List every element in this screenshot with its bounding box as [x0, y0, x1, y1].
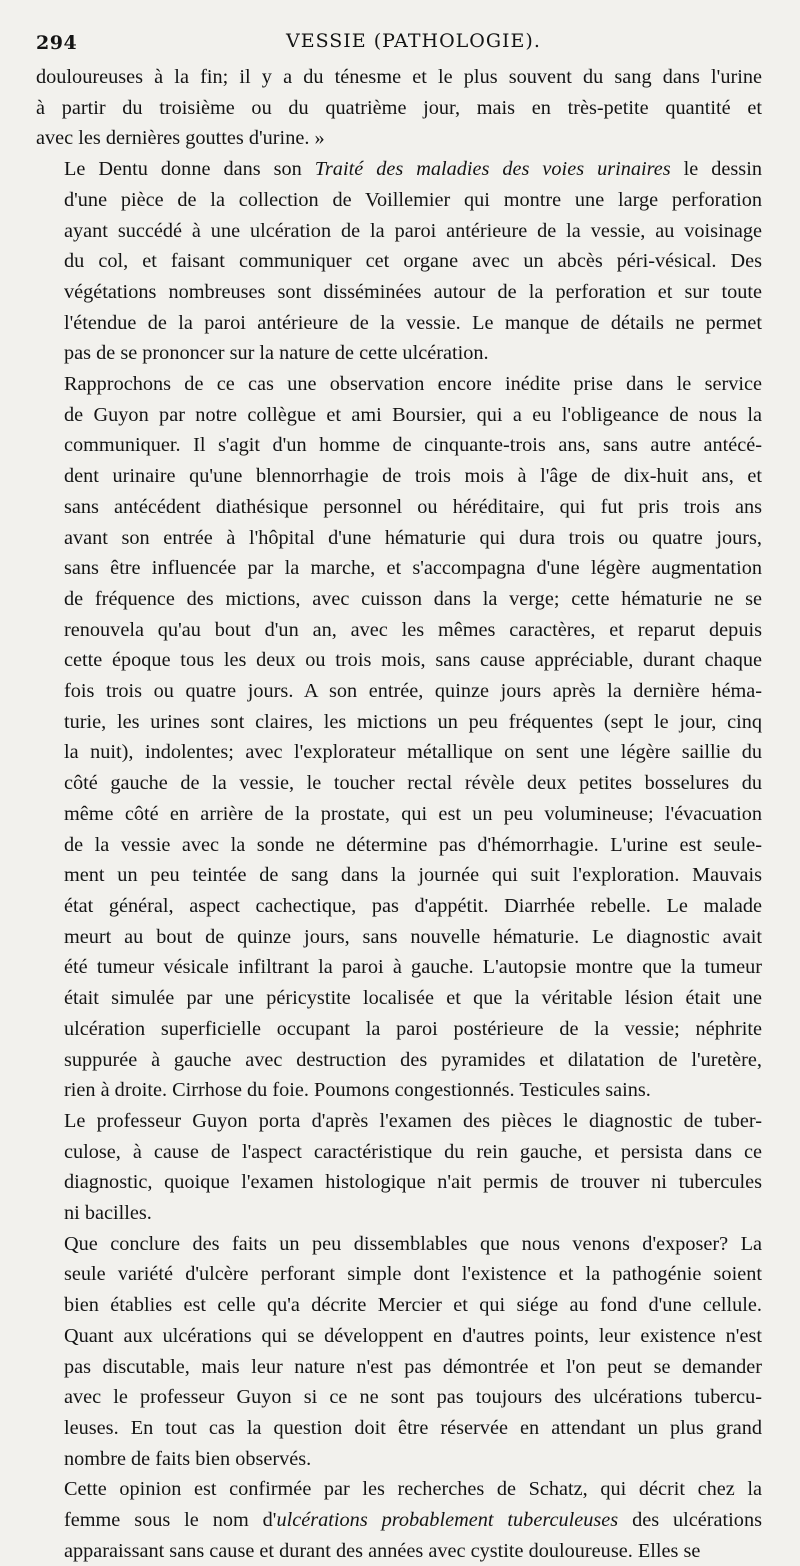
text-line: même côté en arrière de la prostate, qui est un peu volumineuse; l'évacuation [64, 802, 762, 825]
page-number: 294 [36, 32, 78, 54]
text-line: femme sous le nom d'ulcérations probablement tuberculeuses des ulcérations [64, 1509, 762, 1532]
text-line: avec le professeur Guyon si ce ne sont pas toujours des ulcérations tubercu- [64, 1386, 762, 1409]
text-line: avant son entrée à l'hôpital d'une hématurie qui dura trois ou quatre jours, [64, 526, 762, 549]
text-line: avec les dernières gouttes d'urine. » [36, 127, 325, 150]
text-line: de Guyon par notre collègue et ami Boursier, qui a eu l'obligeance de nous la [64, 403, 762, 426]
text-line: Quant aux ulcérations qui se développent en d'autres points, leur existence n'est [64, 1324, 762, 1347]
text-line: meurt au bout de quinze jours, sans nouvelle hématurie. Le diagnostic avait [64, 925, 762, 948]
paragraph [36, 1229, 762, 1475]
text-line: culose, à cause de l'aspect caractéristique du rein gauche, et persista dans ce [64, 1140, 762, 1163]
text-line: dent urinaire qu'une blennorrhagie de trois mois à l'âge de dix-huit ans, et [64, 465, 762, 488]
text-line: pas de se prononcer sur la nature de cette ulcération. [64, 342, 489, 365]
paragraph [36, 62, 762, 154]
paragraph [36, 1474, 762, 1566]
text-line: renouvela qu'au bout d'un an, avec les mêmes caractères, et reparut depuis [64, 618, 762, 641]
text-line: été tumeur vésicale infiltrant la paroi à gauche. L'autopsie montre que la tumeur [64, 956, 762, 979]
text-line: suppurée à gauche avec destruction des pyramides et dilatation de l'uretère, [64, 1048, 762, 1071]
text-line: seule variété d'ulcère perforant simple dont l'existence et la pathogénie soient [64, 1263, 762, 1286]
text-line: d'une pièce de la collection de Voillemier qui montre une large perforation [64, 188, 762, 211]
text-line: turie, les urines sont claires, les mictions un peu fréquentes (sept le jour, cinq [64, 710, 762, 733]
text-line: cette époque tous les deux ou trois mois, sans cause appréciable, durant chaque [64, 649, 762, 672]
text-line: la nuit), indolentes; avec l'explorateur métallique on sent une légère saillie du [64, 741, 762, 764]
text-line: ulcération superficielle occupant la paroi postérieure de la vessie; néphrite [64, 1017, 762, 1040]
text-line: ment un peu teintée de sang dans la journée qui suit l'exploration. Mauvais [64, 864, 762, 887]
text-line: communiquer. Il s'agit d'un homme de cinquante-trois ans, sans autre antécé- [64, 434, 762, 457]
text-line: diagnostic, quoique l'examen histologique n'ait permis de trouver ni tubercules [64, 1171, 762, 1194]
text-line: Que conclure des faits un peu dissemblables que nous venons d'exposer? La [64, 1232, 762, 1255]
text-line: apparaissant sans cause et durant des années avec cystite douloureuse. Elles se [64, 1539, 701, 1562]
text-line: bien établies est celle qu'a décrite Mercier et qui siége au fond d'une cellule. [64, 1294, 762, 1317]
body-text [36, 62, 762, 1566]
text-line: était simulée par une péricystite localisée et que la véritable lésion était une [64, 987, 762, 1010]
text-line: Cette opinion est confirmée par les recherches de Schatz, qui décrit chez la [64, 1478, 762, 1501]
text-line: Le Dentu donne dans son Traité des maladies des voies urinaires le dessin [64, 158, 762, 181]
text-line: sans être influencée par la marche, et s'accompagna d'une légère augmentation [64, 557, 762, 580]
paragraph [36, 154, 762, 369]
text-line: douloureuses à la fin; il y a du ténesme et le plus souvent du sang dans l'urine [36, 66, 762, 88]
text-line: du col, et faisant communiquer cet organe avec un abcès péri-vésical. Des [64, 250, 762, 273]
text-line: rien à droite. Cirrhose du foie. Poumons congestionnés. Testicules sains. [64, 1079, 651, 1102]
paragraph [36, 1106, 762, 1229]
text-line: pas discutable, mais leur nature n'est pas démontrée et l'on peut se demander [64, 1355, 762, 1378]
text-line: Le professeur Guyon porta d'après l'examen des pièces le diagnostic de tuber- [64, 1109, 762, 1132]
text-line: état général, aspect cachectique, pas d'appétit. Diarrhée rebelle. Le malade [64, 894, 762, 917]
text-line: à partir du troisième ou du quatrième jour, mais en très-petite quantité et [36, 96, 762, 119]
running-head: VESSIE (PATHOLOGIE). [286, 30, 541, 52]
text-line: ni bacilles. [64, 1202, 152, 1225]
text-line: côté gauche de la vessie, le toucher rectal révèle deux petites bosselures du [64, 772, 762, 795]
text-line: de la vessie avec la sonde ne détermine pas d'hémorrhagie. L'urine est seule- [64, 833, 762, 856]
text-line: fois trois ou quatre jours. A son entrée, quinze jours après la dernière héma- [64, 680, 762, 703]
paragraph [36, 369, 762, 1106]
text-line: sans antécédent diathésique personnel ou héréditaire, qui fut pris trois ans [64, 495, 762, 518]
text-line: végétations nombreuses sont disséminées autour de la perforation et sur toute [64, 280, 762, 303]
text-line: Rapprochons de ce cas une observation encore inédite prise dans le service [64, 373, 762, 396]
text-line: nombre de faits bien observés. [64, 1447, 312, 1470]
text-line: l'étendue de la paroi antérieure de la vessie. Le manque de détails ne permet [64, 311, 762, 334]
page-header [36, 30, 762, 58]
text-line: ayant succédé à une ulcération de la paroi antérieure de la vessie, au voisinage [64, 219, 762, 242]
text-line: leuses. En tout cas la question doit être réservée en attendant un plus grand [64, 1416, 762, 1439]
text-line: de fréquence des mictions, avec cuisson dans la verge; cette hématurie ne se [64, 587, 762, 610]
